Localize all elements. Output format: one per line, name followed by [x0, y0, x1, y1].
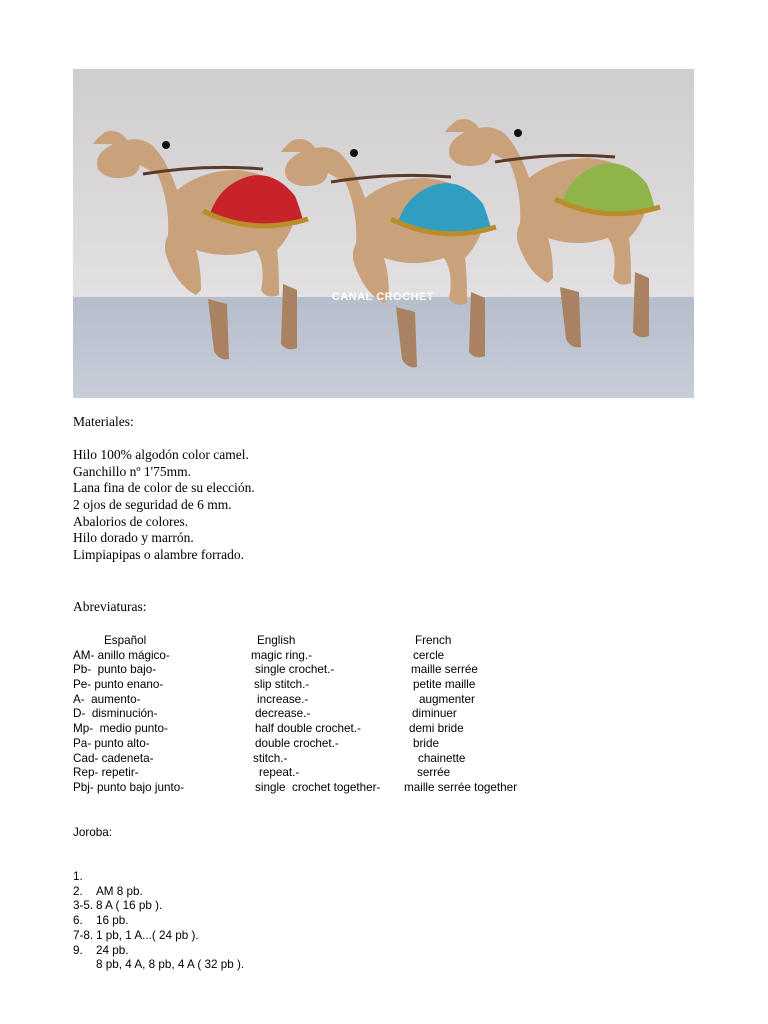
table-row: [73, 649, 693, 664]
joroba-heading: Joroba:: [73, 826, 112, 839]
camels-photo: [73, 69, 694, 398]
photo-watermark: CANAL CROCHET: [331, 291, 435, 303]
materials-item: 2 ojos de seguridad de 6 mm.: [73, 496, 232, 512]
materials-item: Hilo 100% algodón color camel.: [73, 447, 249, 463]
step-number: 1.: [73, 870, 83, 884]
step-text: AM 8 pb.: [96, 884, 143, 898]
abbr-en: slip stitch.-: [254, 678, 310, 692]
abbreviations-header-row: [73, 634, 693, 649]
step-number: 9.: [73, 943, 83, 957]
header-espanol: Español: [104, 634, 147, 647]
table-row: [73, 663, 693, 678]
photo-table: [73, 297, 694, 398]
abbr-en: stitch.-: [253, 751, 288, 765]
abbreviations-heading: Abreviaturas:: [73, 599, 147, 614]
table-row: [73, 707, 693, 722]
abbr-fr: bride: [413, 736, 439, 750]
abbr-en: magic ring.-: [251, 648, 313, 662]
materials-heading: Materiales:: [73, 414, 134, 429]
abbr-es: Rep- repetir-: [73, 766, 139, 780]
step-text: 24 pb.: [96, 943, 129, 957]
abbr-es: Pa- punto alto-: [73, 736, 150, 750]
materials-item: Limpiapipas o alambre forrado.: [73, 546, 244, 562]
table-row: [73, 766, 693, 781]
abbr-es: Cad- cadeneta-: [73, 751, 154, 765]
step-text: 16 pb.: [96, 914, 129, 928]
abbr-fr: cercle: [413, 648, 445, 662]
abbr-es: A- aumento-: [73, 692, 141, 706]
abbr-fr: augmenter: [419, 692, 475, 706]
abbr-fr: serrée: [417, 766, 451, 780]
abbr-es: Pe- punto enano-: [73, 678, 164, 692]
materials-item: Lana fina de color de su elección.: [73, 480, 255, 496]
table-row: [73, 678, 693, 693]
abbr-en: half double crochet.-: [255, 722, 361, 736]
step-text: 1 pb, 1 A...( 24 pb ).: [96, 928, 199, 942]
table-row: [73, 737, 693, 752]
table-row: [73, 752, 693, 767]
materials-item: Hilo dorado y marrón.: [73, 530, 194, 546]
table-row: [73, 693, 693, 708]
abbr-en: single crochet together-: [255, 780, 381, 794]
abbr-en: double crochet.-: [255, 736, 339, 750]
abbreviations-table: [73, 634, 693, 796]
header-english: English: [257, 634, 296, 647]
abbr-fr: demi bride: [409, 722, 464, 736]
abbr-en: decrease.-: [255, 707, 311, 721]
step-number: 2.: [73, 884, 83, 898]
step-number: 3-5.: [73, 899, 94, 913]
abbr-es: Pbj- punto bajo junto-: [73, 780, 185, 794]
table-row: [73, 722, 693, 737]
step-number: 6.: [73, 914, 83, 928]
abbr-es: AM- anillo mágico-: [73, 648, 170, 662]
materials-item: Abalorios de colores.: [73, 513, 189, 529]
abbr-fr: chainette: [418, 751, 466, 765]
list-item: [73, 855, 143, 898]
step-text: 8 pb, 4 A, 8 pb, 4 A ( 32 pb ).: [96, 958, 245, 972]
step-text: 8 A ( 16 pb ).: [96, 899, 163, 913]
abbr-es: Pb- punto bajo-: [73, 663, 157, 677]
table-row: [73, 781, 693, 796]
abbr-fr: maille serrée together: [404, 780, 518, 794]
abbr-en: increase.-: [257, 692, 309, 706]
materials-section: [73, 414, 255, 563]
abbr-es: D- disminución-: [73, 707, 158, 721]
abbr-en: single crochet.-: [255, 663, 335, 677]
abbr-fr: petite maille: [413, 678, 476, 692]
camels-illustration: [73, 69, 694, 398]
abbr-fr: diminuer: [412, 707, 457, 721]
step-number: 7-8.: [73, 928, 94, 942]
abbr-fr: maille serrée: [411, 663, 478, 677]
materials-item: Ganchillo nº 1'75mm.: [73, 463, 191, 479]
header-french: French: [415, 634, 452, 647]
abbr-en: repeat.-: [259, 766, 300, 780]
abbreviations-section: [73, 599, 146, 616]
abbr-es: Mp- medio punto-: [73, 722, 168, 736]
joroba-section: [73, 826, 245, 972]
